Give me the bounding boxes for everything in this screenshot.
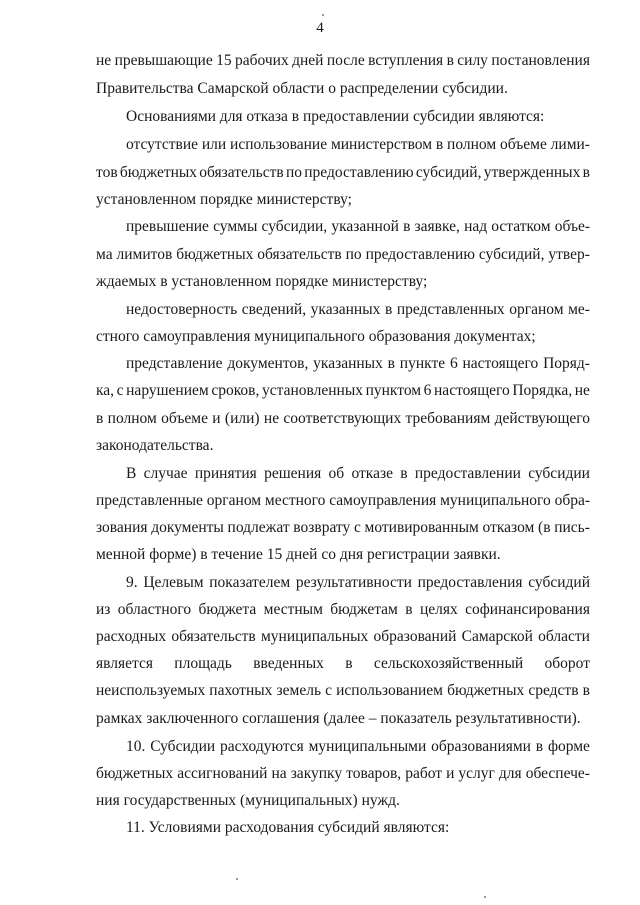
word: объе- — [554, 218, 590, 235]
word: ма — [96, 246, 113, 263]
word: по — [345, 246, 362, 263]
paragraph-line: законодательства. — [96, 437, 214, 454]
paragraph-line — [126, 135, 590, 155]
page-number: 4 — [316, 20, 324, 36]
word: представленные — [96, 492, 203, 509]
paragraph-line — [96, 764, 590, 784]
paragraph-line — [126, 300, 590, 320]
word: полном — [447, 136, 497, 153]
word: обра- — [554, 492, 590, 509]
word: в — [446, 52, 454, 69]
word: в — [384, 301, 393, 318]
word: бюджетам — [330, 601, 398, 618]
scan-speck — [484, 896, 486, 898]
word: рабочих — [234, 52, 289, 69]
paragraph-line — [96, 654, 590, 674]
word: субсидий, — [415, 164, 482, 181]
word: субсидий — [528, 574, 590, 591]
word: требованиям — [405, 410, 491, 427]
word: заявке, — [414, 218, 460, 235]
word: является — [96, 655, 153, 672]
word: субсидий, — [478, 246, 545, 263]
word: образований — [373, 628, 457, 645]
word: использование — [230, 136, 328, 153]
paragraph-line — [96, 600, 590, 620]
paragraph-line — [126, 573, 590, 593]
word: в — [435, 136, 444, 153]
word: 9. — [126, 574, 138, 591]
word: пункте — [399, 355, 446, 372]
word: над — [464, 218, 488, 235]
paragraph-line — [126, 354, 590, 374]
word: расходных — [96, 628, 167, 645]
paragraph-line — [96, 245, 590, 265]
word: товаров, — [346, 765, 402, 782]
word: пахотных — [209, 682, 273, 699]
word: нарушением — [126, 382, 209, 399]
word: министерством — [330, 136, 433, 153]
word: отсутствие — [126, 136, 199, 153]
word: земель — [276, 682, 322, 699]
word: муниципальных — [260, 628, 369, 645]
word: софинансирования — [465, 601, 590, 618]
word: обязательств — [171, 628, 256, 645]
word: Субсидии — [150, 738, 216, 755]
word: с — [325, 682, 332, 699]
word: мотивированным — [364, 519, 479, 536]
word: в — [535, 738, 544, 755]
word: вступления — [368, 52, 444, 69]
word: в — [96, 410, 104, 427]
word: результативности — [295, 574, 412, 591]
word: утвержденных — [483, 164, 581, 181]
paragraph-line — [126, 737, 590, 757]
word: обязательств — [199, 164, 284, 181]
word: лимитов — [116, 246, 173, 263]
word: не — [574, 382, 590, 399]
word: и — [446, 765, 455, 782]
word: превышение — [126, 218, 209, 235]
word: предоставления — [417, 574, 523, 591]
paragraph-line — [96, 627, 590, 647]
word: 15 — [216, 52, 232, 69]
word: ме- — [568, 301, 590, 318]
word: введенных — [253, 655, 324, 672]
word: Целевым — [143, 574, 204, 591]
word: соответствующих — [283, 410, 402, 427]
word: обязательств — [257, 246, 342, 263]
paragraph-line: стного самоуправления муниципального образования документах; — [96, 328, 536, 345]
paragraph-line — [126, 217, 590, 237]
word: для — [498, 765, 522, 782]
word: документы — [151, 519, 224, 536]
word: утвер- — [548, 246, 590, 263]
paragraph-line: установленном порядке министерству; — [96, 191, 352, 208]
word: субсидии — [528, 465, 590, 482]
paragraph-line — [126, 464, 590, 484]
word: превышающие — [114, 52, 213, 69]
word: работ — [405, 765, 443, 782]
word: 6 — [423, 382, 432, 399]
word: обеспече- — [525, 765, 590, 782]
word: зования — [96, 519, 148, 536]
word: образованиями — [431, 738, 531, 755]
word: объеме — [500, 136, 547, 153]
word: указанных — [310, 301, 381, 318]
word: форме — [547, 738, 590, 755]
word: муниципального — [440, 492, 551, 509]
word: об — [328, 465, 345, 482]
word: сроков, — [211, 382, 260, 399]
word: и — [212, 410, 221, 427]
word: расходуются — [220, 738, 304, 755]
word: решения — [264, 465, 322, 482]
word: в — [405, 601, 413, 618]
word: 6 — [449, 355, 458, 372]
word: в — [403, 218, 411, 235]
word: показателем — [209, 574, 291, 591]
word: органом — [206, 492, 262, 509]
word: силу — [457, 52, 488, 69]
paragraph-line — [96, 491, 590, 511]
paragraph-line: менной форме) в течение 15 дней со дня регистрации заявки. — [96, 546, 501, 563]
word: площадь — [174, 655, 232, 672]
word: в — [400, 465, 408, 482]
word: документов, — [227, 355, 309, 372]
word: лими- — [550, 136, 590, 153]
paragraph-line: 11. Условиями расходования субсидий являются: — [126, 819, 450, 836]
word: бюджетных — [96, 765, 174, 782]
word: бюджетных — [119, 164, 198, 181]
word: органом — [509, 301, 564, 318]
paragraph-line — [96, 409, 590, 429]
word: по — [285, 164, 302, 181]
word: целях — [419, 601, 458, 618]
word: после — [326, 52, 365, 69]
word: неиспользуемых — [96, 682, 206, 699]
word: (в — [538, 519, 551, 536]
paragraph-line — [96, 163, 590, 183]
word: предоставлению — [365, 246, 475, 263]
word: использованием — [336, 682, 443, 699]
word: представление — [126, 355, 223, 372]
word: настоящего — [434, 382, 510, 399]
paragraph-line: ния государственных (муниципальных) нужд. — [96, 792, 400, 809]
word: тов — [96, 164, 118, 181]
paragraph-line — [96, 51, 590, 71]
word: областного — [117, 601, 192, 618]
word: возврату — [293, 519, 351, 536]
word: бюджетных — [176, 246, 254, 263]
word: ка, — [96, 382, 115, 399]
word: случае — [143, 465, 188, 482]
word: предоставлению — [304, 164, 414, 181]
word: Поряд- — [543, 355, 590, 372]
word: субсидии, — [261, 218, 328, 235]
word: сельскохозяйственный — [373, 655, 524, 672]
paragraph-line — [96, 381, 590, 401]
paragraph-line: рамках заключенного соглашения (далее – показатель результативности). — [96, 710, 581, 727]
paragraph-line — [96, 681, 590, 701]
scan-speck — [322, 14, 324, 16]
word: закупку — [290, 765, 343, 782]
word: средств — [528, 682, 579, 699]
paragraph-line: Основаниями для отказа в предоставлении субсидии являются: — [126, 108, 545, 125]
word: пись- — [554, 519, 590, 536]
word: указанной — [331, 218, 399, 235]
word: принятия — [194, 465, 257, 482]
word: Самарской — [461, 628, 533, 645]
word: установленных — [261, 382, 363, 399]
word: области — [538, 628, 590, 645]
word: отказе — [351, 465, 393, 482]
word: местного — [264, 492, 326, 509]
word: оборот — [544, 655, 590, 672]
word: услуг — [458, 765, 495, 782]
word: ассигнований — [177, 765, 268, 782]
word: Порядка, — [512, 382, 573, 399]
paragraph-line — [96, 518, 590, 538]
word: в — [345, 655, 353, 672]
word: муниципальными — [308, 738, 427, 755]
word: полном — [107, 410, 157, 427]
scan-speck — [236, 878, 238, 880]
word: подлежат — [227, 519, 290, 536]
word: недостоверность — [126, 301, 238, 318]
word: с — [116, 382, 124, 399]
word: остатком — [491, 218, 551, 235]
word: бюджета — [198, 601, 257, 618]
word: пунктом — [365, 382, 422, 399]
word: не — [96, 52, 112, 69]
word: 10. — [126, 738, 146, 755]
word: из — [96, 601, 111, 618]
word: не — [263, 410, 280, 427]
word: бюджетных — [447, 682, 525, 699]
word: (или) — [224, 410, 260, 427]
word: В — [126, 465, 137, 482]
paragraph-line: ждаемых в установленном порядке министерству; — [96, 273, 428, 290]
word: самоуправления — [329, 492, 437, 509]
word: постановления — [491, 52, 590, 69]
word: в — [387, 355, 395, 372]
word: с — [353, 519, 361, 536]
word: отказом — [482, 519, 535, 536]
word: объеме — [161, 410, 208, 427]
word: местным — [263, 601, 323, 618]
word: в — [582, 164, 590, 181]
word: действующего — [494, 410, 590, 427]
word: дней — [292, 52, 324, 69]
word: или — [201, 136, 227, 153]
word: представленных — [396, 301, 505, 318]
word: предоставлении — [414, 465, 521, 482]
word: указанных — [313, 355, 383, 372]
word: в — [582, 682, 590, 699]
word: сведений, — [241, 301, 307, 318]
word: суммы — [213, 218, 258, 235]
word: на — [271, 765, 287, 782]
paragraph-line: Правительства Самарской области о распределении субсидии. — [96, 80, 508, 97]
word: настоящего — [462, 355, 539, 372]
